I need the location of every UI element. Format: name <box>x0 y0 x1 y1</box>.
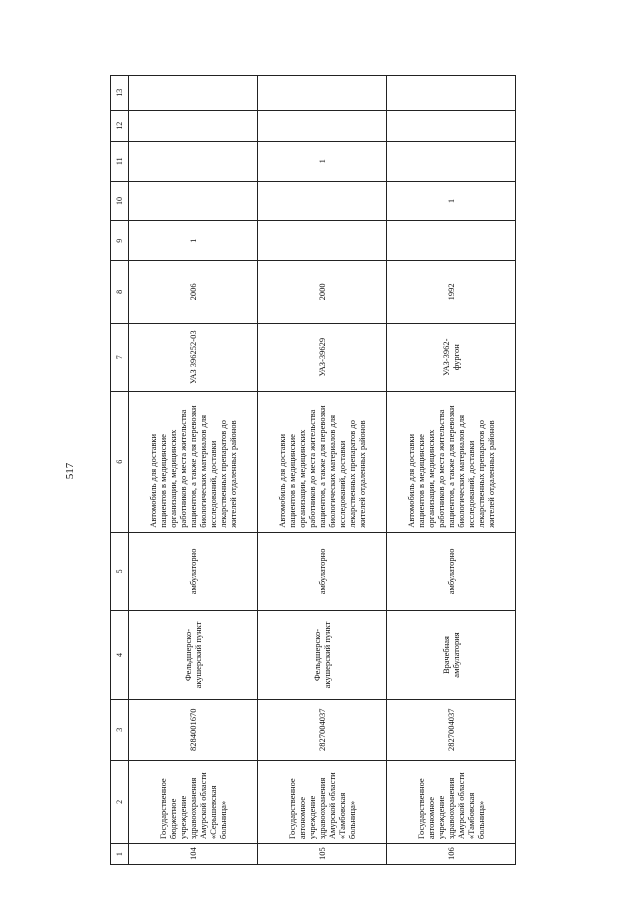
vehicle-model: УАЗ 396252-03 <box>129 323 258 391</box>
count-cell <box>387 110 516 141</box>
header-cell: 11 <box>111 141 129 181</box>
count-cell <box>129 110 258 141</box>
manufacture-year: 2006 <box>129 261 258 324</box>
manufacture-year: 1992 <box>387 261 516 324</box>
vehicle-model: УАЗ-3962-фургон <box>387 323 516 391</box>
vehicle-purpose: Автомобиль для доставки пациентов в медицинские организации, медицинских работников до места жительства пациентов, а также для перевозки биологических материалов для исследований, доставки лекарственных препаратов до жителей отдаленных районов <box>258 391 387 532</box>
table-row <box>387 76 516 865</box>
count-cell <box>387 76 516 111</box>
inn-code: 2827004037 <box>258 699 387 760</box>
count-cell <box>129 76 258 111</box>
header-cell: 6 <box>111 391 129 532</box>
vehicle-model: УАЗ-39629 <box>258 323 387 391</box>
header-cell: 1 <box>111 844 129 865</box>
vehicles-table <box>110 75 516 865</box>
header-cell: 3 <box>111 699 129 760</box>
count-cell: 1 <box>129 221 258 261</box>
organization-name: Государственное автономное учреждение здравоохранения Амурской области «Тамбовская больница» <box>387 760 516 844</box>
vehicle-purpose: Автомобиль для доставки пациентов в медицинские организации, медицинских работников до места жительства пациентов, а также для перевозки биологических материалов для исследований, доставки лекарственных препаратов до жителей отдаленных районов <box>387 391 516 532</box>
header-cell: 12 <box>111 110 129 141</box>
row-number: 105 <box>258 844 387 865</box>
care-form: амбулаторно <box>129 532 258 610</box>
inn-code: 8284001670 <box>129 699 258 760</box>
care-form: амбулаторно <box>258 532 387 610</box>
care-form: амбулаторно <box>387 532 516 610</box>
header-row <box>111 76 129 865</box>
table-row <box>258 76 387 865</box>
header-cell: 10 <box>111 181 129 221</box>
organization-name: Государственное бюджетное учреждение здравоохранения Амурской области «Серышевская больница» <box>129 760 258 844</box>
header-cell: 2 <box>111 760 129 844</box>
count-cell <box>129 141 258 181</box>
table-wrapper <box>110 75 515 865</box>
header-cell: 8 <box>111 261 129 324</box>
header-cell: 4 <box>111 611 129 700</box>
count-cell: 1 <box>387 181 516 221</box>
row-number: 106 <box>387 844 516 865</box>
header-cell: 13 <box>111 76 129 111</box>
header-cell: 9 <box>111 221 129 261</box>
facility-type: Фельдшерско-акушерский пункт <box>258 611 387 700</box>
count-cell <box>258 110 387 141</box>
header-cell: 5 <box>111 532 129 610</box>
count-cell <box>258 76 387 111</box>
count-cell <box>258 221 387 261</box>
manufacture-year: 2000 <box>258 261 387 324</box>
row-number: 104 <box>129 844 258 865</box>
page-number: 517 <box>64 462 76 480</box>
facility-type: Врачебная амбулатория <box>387 611 516 700</box>
count-cell <box>387 141 516 181</box>
count-cell: 1 <box>258 141 387 181</box>
inn-code: 2827004037 <box>387 699 516 760</box>
table-row <box>129 76 258 865</box>
count-cell <box>129 181 258 221</box>
facility-type: Фельдшерско-акушерский пункт <box>129 611 258 700</box>
vehicle-purpose: Автомобиль для доставки пациентов в медицинские организации, медицинских работников до места жительства пациентов, а также для перевозки биологических материалов для исследований, доставки лекарственных препаратов до жителей отдаленных районов <box>129 391 258 532</box>
count-cell <box>258 181 387 221</box>
header-cell: 7 <box>111 323 129 391</box>
count-cell <box>387 221 516 261</box>
organization-name: Государственное автономное учреждение здравоохранения Амурской области «Тамбовская больница» <box>258 760 387 844</box>
